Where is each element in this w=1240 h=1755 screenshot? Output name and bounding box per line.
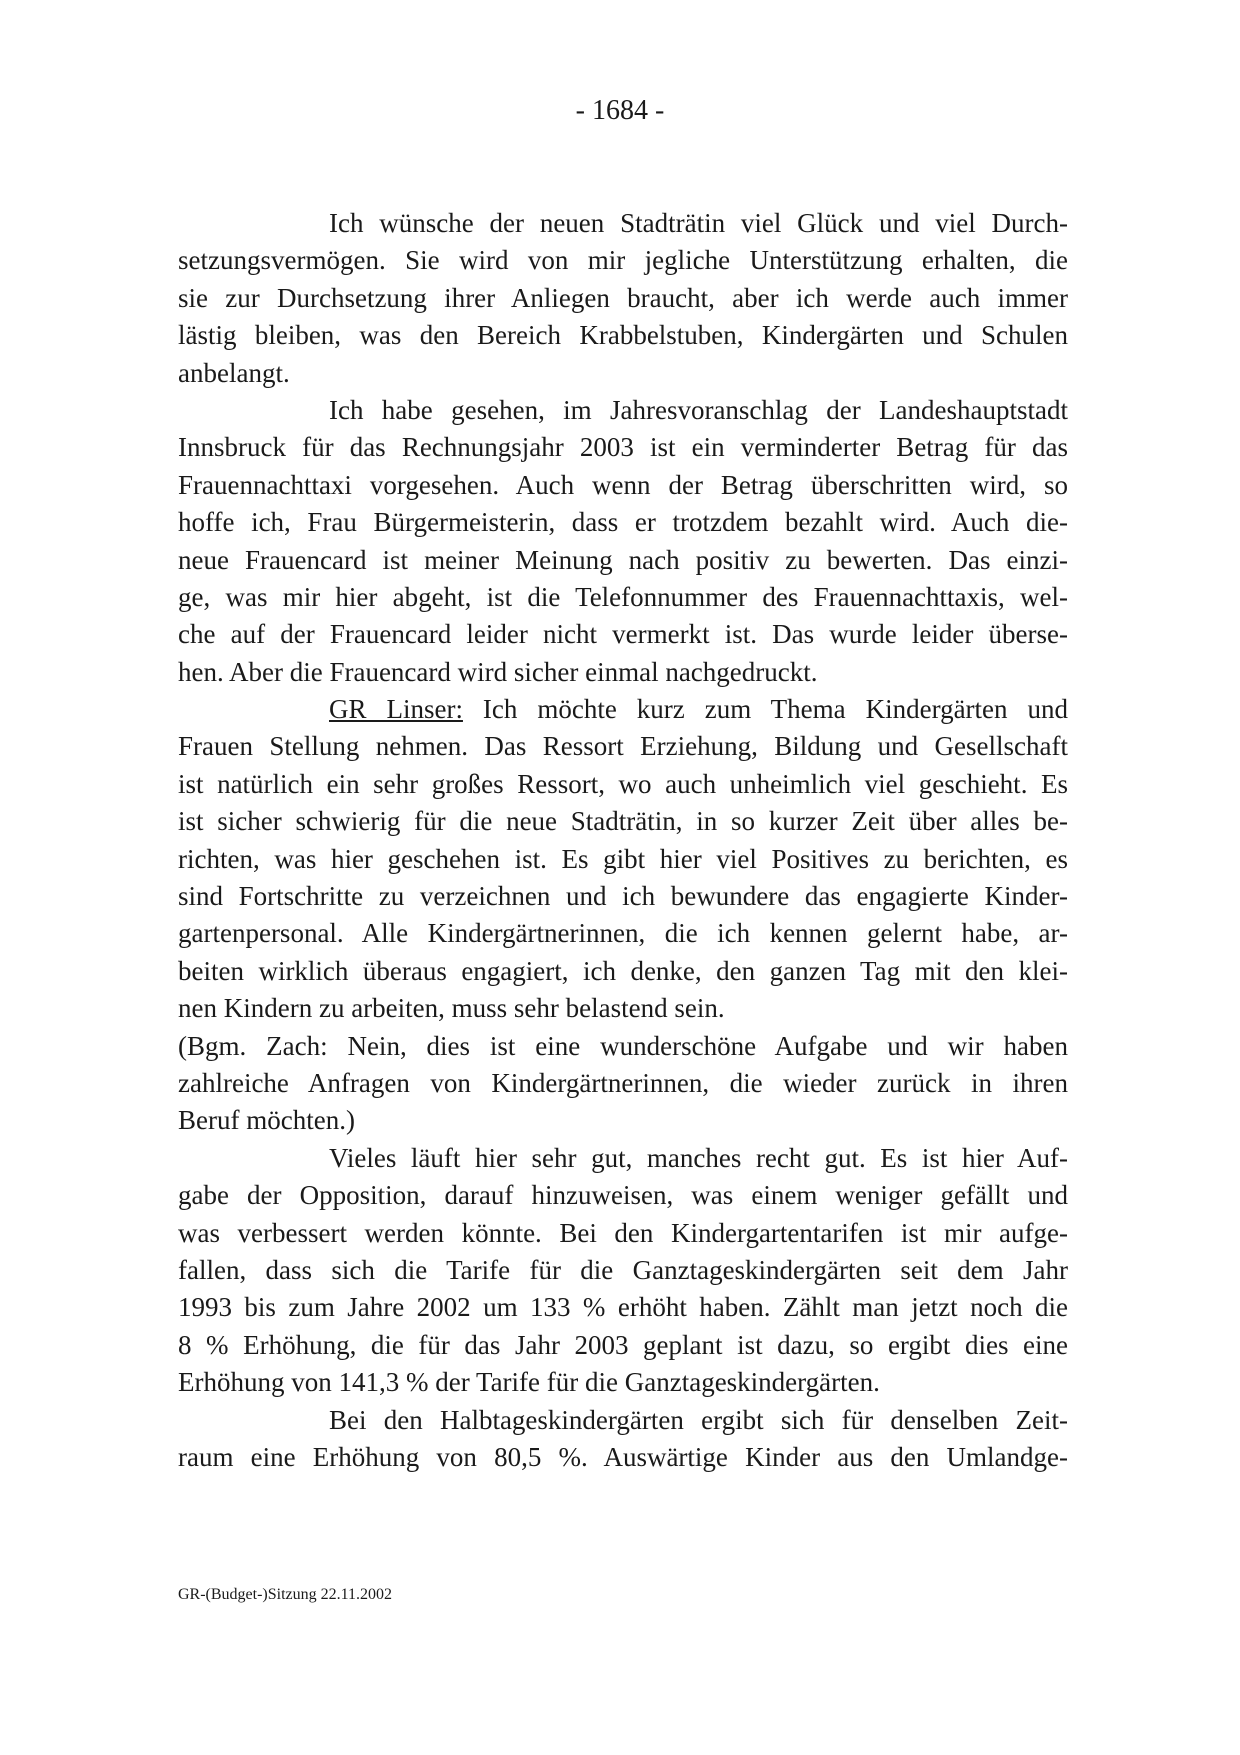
text-line: richten, was hier geschehen ist. Es gibt hier viel Positives zu berichten, es: [178, 843, 1068, 874]
text-line: beiten wirklich überaus engagiert, ich denke, den ganzen Tag mit den klei-: [178, 955, 1068, 986]
text-line: zahlreiche Anfragen von Kindergärtnerinnen, die wieder zurück in ihren: [178, 1067, 1068, 1098]
text-line: was verbessert werden könnte. Bei den Kindergartentarifen ist mir aufge-: [178, 1217, 1068, 1248]
paragraph: [178, 691, 1068, 1028]
text-line: anbelangt.: [178, 357, 290, 388]
text-line: 8 % Erhöhung, die für das Jahr 2003 geplant ist dazu, so ergibt dies eine: [178, 1329, 1068, 1360]
speaker-name: GR Linser:: [329, 694, 463, 725]
text-line: Beruf möchten.): [178, 1105, 355, 1136]
paragraph: [178, 392, 1068, 691]
text-line: hoffe ich, Frau Bürgermeisterin, dass er trotzdem bezahlt wird. Auch die-: [178, 507, 1068, 538]
text-line: Ich wünsche der neuen Stadträtin viel Glück und viel Durch-: [329, 208, 1068, 238]
document-body: [178, 205, 1068, 1476]
text-line: Frauen Stellung nehmen. Das Ressort Erziehung, Bildung und Gesellschaft: [178, 731, 1068, 762]
text-line: lästig bleiben, was den Bereich Krabbelstuben, Kindergärten und Schulen: [178, 320, 1068, 351]
text-line: nen Kindern zu arbeiten, muss sehr belastend sein.: [178, 993, 725, 1024]
text-line: sind Fortschritte zu verzeichnen und ich bewundere das engagierte Kinder-: [178, 881, 1068, 912]
text-line: fallen, dass sich die Tarife für die Ganztageskindergärten seit dem Jahr: [178, 1254, 1068, 1285]
text-line: ist natürlich ein sehr großes Ressort, wo auch unheimlich viel geschieht. Es: [178, 768, 1068, 799]
text-line: Frauennachttaxi vorgesehen. Auch wenn der Betrag überschritten wird, so: [178, 469, 1068, 500]
text-line: (Bgm. Zach: Nein, dies ist eine wunderschöne Aufgabe und wir haben: [178, 1030, 1068, 1061]
text-line: Bei den Halbtageskindergärten ergibt sich für denselben Zeit-: [329, 1404, 1068, 1435]
text-line: che auf der Frauencard leider nicht vermerkt ist. Das wurde leider überse-: [178, 619, 1068, 650]
text-line: hen. Aber die Frauencard wird sicher einmal nachgedruckt.: [178, 656, 818, 687]
text-line: neue Frauencard ist meiner Meinung nach positiv zu bewerten. Das einzi-: [178, 544, 1068, 575]
text-line: Erhöhung von 141,3 % der Tarife für die Ganztageskindergärten.: [178, 1367, 880, 1398]
page-number: - 1684 -: [575, 95, 665, 126]
text-line: Ich habe gesehen, im Jahresvoranschlag der Landeshauptstadt: [329, 394, 1068, 425]
text-line: gartenpersonal. Alle Kindergärtnerinnen, die ich kennen gelernt habe, ar-: [178, 918, 1068, 949]
text-line: gabe der Opposition, darauf hinzuweisen, was einem weniger gefällt und: [178, 1180, 1068, 1211]
text-line: 1993 bis zum Jahre 2002 um 133 % erhöht haben. Zählt man jetzt noch die: [178, 1292, 1068, 1323]
text-line: Vieles läuft hier sehr gut, manches recht gut. Es ist hier Auf-: [329, 1142, 1068, 1173]
text-line: setzungsvermögen. Sie wird von mir jegliche Unterstützung erhalten, die: [178, 245, 1068, 276]
paragraph: [178, 1140, 1068, 1402]
paragraph: [178, 205, 1068, 392]
text-line: ge, was mir hier abgeht, ist die Telefonnummer des Frauennachttaxis, wel-: [178, 581, 1068, 612]
text-line: Innsbruck für das Rechnungsjahr 2003 ist ein verminderter Betrag für das: [178, 432, 1068, 463]
interjection: [178, 1028, 1068, 1140]
text-line: raum eine Erhöhung von 80,5 %. Auswärtige Kinder aus den Umlandge-: [178, 1441, 1068, 1472]
text-line: ist sicher schwierig für die neue Stadträtin, in so kurzer Zeit über alles be-: [178, 806, 1068, 837]
text-line: sie zur Durchsetzung ihrer Anliegen braucht, aber ich werde auch immer: [178, 282, 1068, 313]
footer: GR-(Budget-)Sitzung 22.11.2002: [178, 1586, 393, 1603]
text-line: [178, 691, 1068, 728]
speaker-line-rest: Ich möchte kurz zum Thema Kindergärten und: [462, 694, 1068, 725]
paragraph: [178, 1402, 1068, 1477]
